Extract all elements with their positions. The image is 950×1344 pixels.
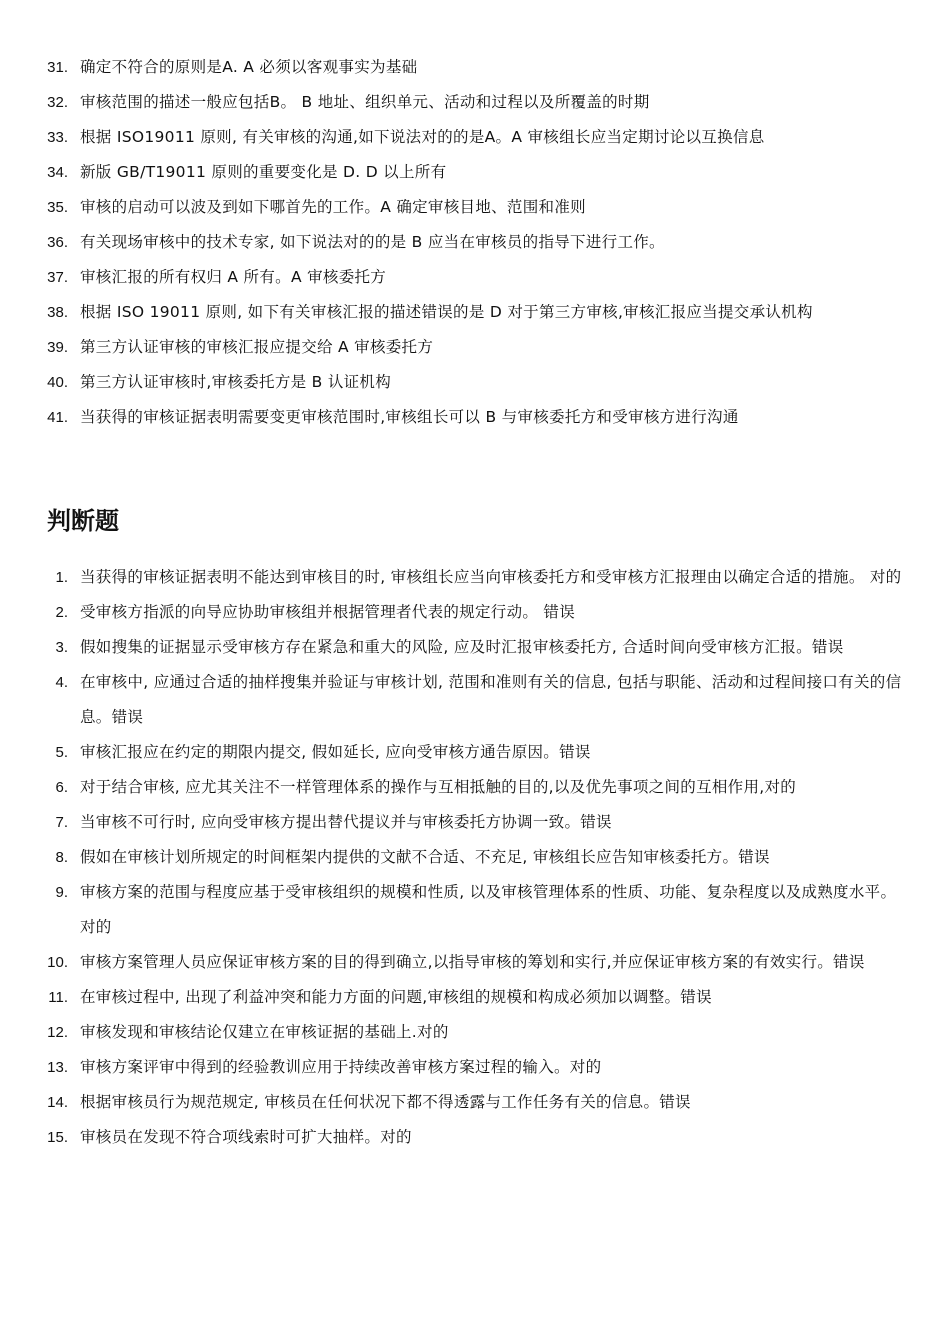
item-number: 4. — [55, 674, 68, 691]
list-item — [0, 875, 950, 945]
item-number: 35. — [47, 199, 68, 216]
item-number: 14. — [47, 1094, 68, 1111]
item-number: 39. — [47, 339, 68, 356]
item-text: 有关现场审核中的技术专家, 如下说法对的的是 B 应当在审核员的指导下进行工作。 — [80, 233, 665, 251]
item-text: 审核方案的范围与程度应基于受审核组织的规模和性质, 以及审核管理体系的性质、功能、复杂程度以及成熟度水平。 对的 — [80, 883, 897, 936]
item-text: 确定不符合的原则是A. A 必须以客观事实为基础 — [80, 58, 418, 76]
item-text: 当获得的审核证据表明不能达到审核目的时, 审核组长应当向审核委托方和受审核方汇报理由以确定合适的措施。 对的 — [80, 568, 902, 586]
multiple-choice-list — [0, 50, 950, 435]
item-text: 审核方案评审中得到的经验教训应用于持续改善审核方案过程的输入。对的 — [80, 1058, 602, 1076]
item-text: 审核员在发现不符合项线索时可扩大抽样。对的 — [80, 1128, 412, 1146]
item-number: 37. — [47, 269, 68, 286]
item-number: 6. — [55, 779, 68, 796]
item-number: 3. — [55, 639, 68, 656]
item-text: 在审核过程中, 出现了利益冲突和能力方面的问题,审核组的规模和构成必须加以调整。错误 — [80, 988, 712, 1006]
item-text: 审核范围的描述一般应包括B。 B 地址、组织单元、活动和过程以及所覆盖的时期 — [80, 93, 650, 111]
list-item — [0, 295, 950, 330]
list-item — [0, 980, 950, 1015]
item-number: 13. — [47, 1059, 68, 1076]
list-item — [0, 365, 950, 400]
item-text: 审核方案管理人员应保证审核方案的目的得到确立,以指导审核的筹划和实行,并应保证审核方案的有效实行。错误 — [80, 953, 865, 971]
list-item — [0, 85, 950, 120]
list-item — [0, 400, 950, 435]
list-item — [0, 560, 950, 595]
list-item — [0, 1015, 950, 1050]
section-heading: 判断题 — [47, 507, 119, 535]
item-number: 32. — [47, 94, 68, 111]
list-item — [0, 120, 950, 155]
list-item — [0, 840, 950, 875]
item-number: 41. — [47, 409, 68, 426]
item-text: 第三方认证审核时,审核委托方是 B 认证机构 — [80, 373, 392, 391]
item-number: 11. — [48, 989, 68, 1006]
item-number: 8. — [55, 849, 68, 866]
list-item — [0, 190, 950, 225]
item-number: 12. — [47, 1024, 68, 1041]
item-number: 38. — [47, 304, 68, 321]
item-number: 10. — [47, 954, 68, 971]
list-item — [0, 1085, 950, 1120]
item-text: 当审核不可行时, 应向受审核方提出替代提议并与审核委托方协调一致。错误 — [80, 813, 612, 831]
list-item — [0, 595, 950, 630]
list-item — [0, 1050, 950, 1085]
list-item — [0, 260, 950, 295]
item-text: 审核汇报应在约定的期限内提交, 假如延长, 应向受审核方通告原因。错误 — [80, 743, 591, 761]
list-item — [0, 770, 950, 805]
item-text: 根据审核员行为规范规定, 审核员在任何状况下都不得透露与工作任务有关的信息。错误 — [80, 1093, 691, 1111]
list-item — [0, 630, 950, 665]
item-number: 2. — [55, 604, 68, 621]
item-number: 5. — [55, 744, 68, 761]
item-text: 审核发现和审核结论仅建立在审核证据的基础上.对的 — [80, 1023, 449, 1041]
item-text: 审核的启动可以波及到如下哪首先的工作。A 确定审核目地、范围和准则 — [80, 198, 586, 216]
list-item — [0, 225, 950, 260]
list-item — [0, 805, 950, 840]
item-number: 31. — [47, 59, 68, 76]
item-text: 对于结合审核, 应尤其关注不一样管理体系的操作与互相抵触的目的,以及优先事项之间的互相作用,对的 — [80, 778, 797, 796]
item-text: 根据 ISO19011 原则, 有关审核的沟通,如下说法对的的是A。A 审核组长应当定期讨论以互换信息 — [80, 128, 765, 146]
item-number: 33. — [47, 129, 68, 146]
item-text: 受审核方指派的向导应协助审核组并根据管理者代表的规定行动。 错误 — [80, 603, 576, 621]
item-text: 假如在审核计划所规定的时间框架内提供的文献不合适、不充足, 审核组长应告知审核委托方。错误 — [80, 848, 770, 866]
item-number: 40. — [47, 374, 68, 391]
item-number: 15. — [47, 1129, 68, 1146]
item-number: 36. — [47, 234, 68, 251]
item-text: 在审核中, 应通过合适的抽样搜集并验证与审核计划, 范围和准则有关的信息, 包括与职能、活动和过程间接口有关的信息。错误 — [80, 673, 902, 726]
list-item — [0, 945, 950, 980]
true-false-list — [0, 560, 950, 1155]
list-item — [0, 155, 950, 190]
item-text: 当获得的审核证据表明需要变更审核范围时,审核组长可以 B 与审核委托方和受审核方进行沟通 — [80, 408, 739, 426]
list-item — [0, 330, 950, 365]
list-item — [0, 735, 950, 770]
item-text: 根据 ISO 19011 原则, 如下有关审核汇报的描述错误的是 D 对于第三方审核,审核汇报应当提交承认机构 — [80, 303, 813, 321]
item-number: 1. — [55, 569, 68, 586]
item-text: 新版 GB/T19011 原则的重要变化是 D. D 以上所有 — [80, 163, 447, 181]
item-number: 9. — [55, 884, 68, 901]
list-item — [0, 665, 950, 735]
list-item — [0, 1120, 950, 1155]
item-number: 7. — [55, 814, 68, 831]
item-text: 审核汇报的所有权归 A 所有。A 审核委托方 — [80, 268, 387, 286]
item-text: 假如搜集的证据显示受审核方存在紧急和重大的风险, 应及时汇报审核委托方, 合适时间向受审核方汇报。错误 — [80, 638, 844, 656]
item-text: 第三方认证审核的审核汇报应提交给 A 审核委托方 — [80, 338, 434, 356]
item-number: 34. — [47, 164, 68, 181]
list-item — [0, 50, 950, 85]
